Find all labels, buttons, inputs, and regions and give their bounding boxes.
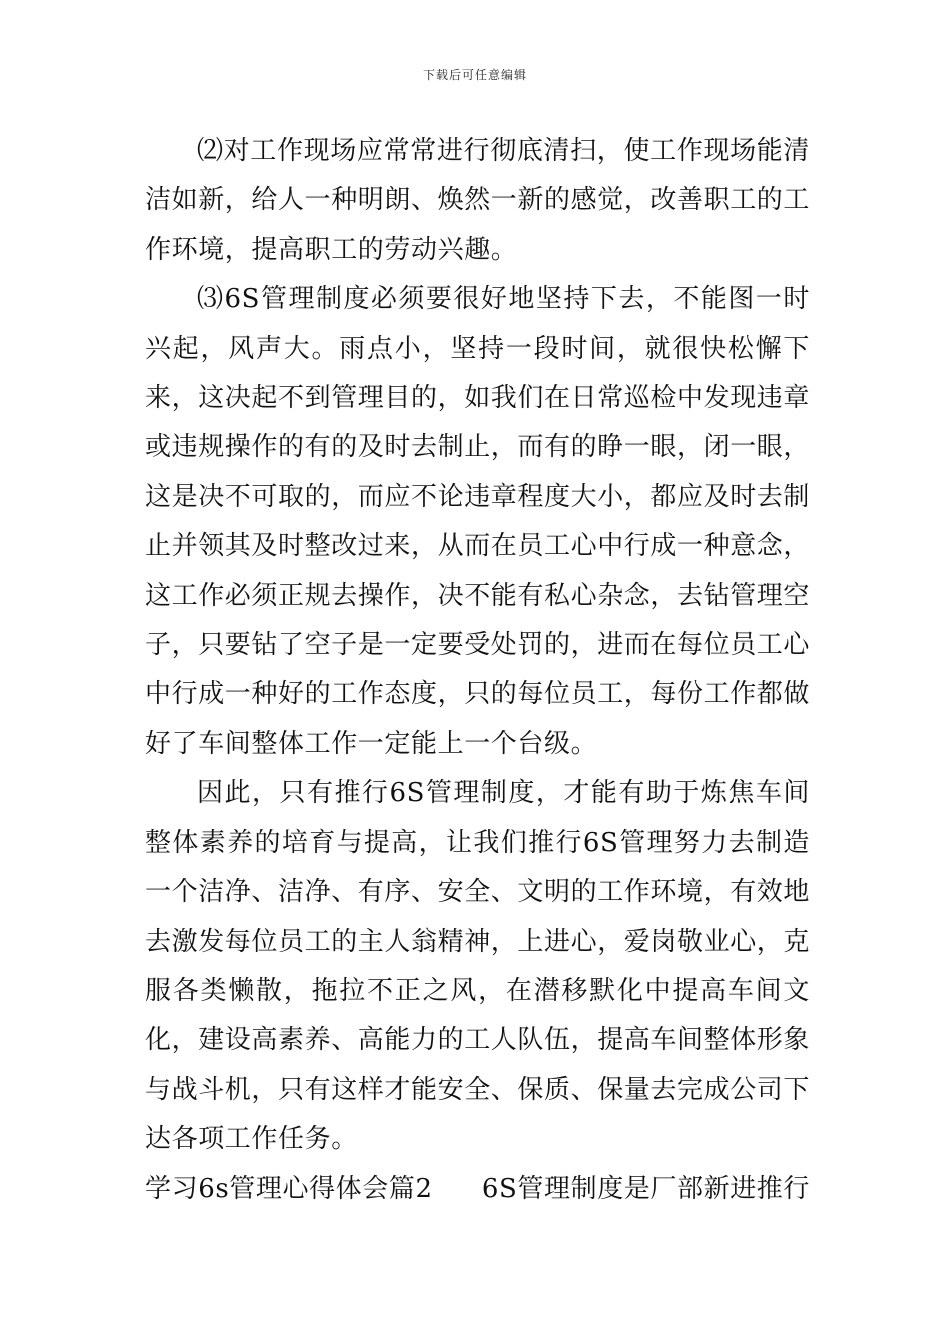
paragraph-conclusion: 因此，只有推行6S管理制度，才能有助于炼焦车间整体素养的培育与提高，让我们推行6S管理努力去制造一个洁净、洁净、有序、安全、文明的工作环境，有效地去激发每位员工的主人翁精神，上进心，爱岗敬业心，克服各类懒散，拖拉不正之风，在潜移默化中提高车间文化，建设高素养、高能力的工人队伍，提高车间整体形象与战斗机，只有这样才能安全、保质、保量去完成公司下达各项工作任务。 bbox=[145, 778, 811, 1155]
paragraph-cleaning: ⑵对工作现场应常常进行彻底清扫，使工作现场能清洁如新，给人一种明朗、焕然一新的感觉，改善职工的工作环境，提高职工的劳动兴趣。 bbox=[145, 136, 811, 265]
section-line bbox=[145, 1165, 810, 1214]
paragraph-persistence: ⑶6S管理制度必须要很好地坚持下去，不能图一时兴起，风声大。雨点小，坚持一段时间，就很快松懈下来，这决起不到管理目的，如我们在日常巡检中发现违章或违规操作的有的及时去制止，而有的睁一眼，闭一眼，这是决不可取的，而应不论违章程度大小，都应及时去制止并领其及时整改过来，从而在员工心中行成一种意念，这工作必须正规去操作，决不能有私心杂念，去钻管理空子，只要钻了空子是一定要受处罚的，进而在每位员工心中行成一种好的工作态度，只的每位员工，每份工作都做好了车间整体工作一定能上一个台级。 bbox=[145, 284, 811, 759]
body-text bbox=[145, 127, 810, 1214]
section-title: 学习6s管理心得体会篇2 bbox=[145, 1173, 433, 1204]
section-lead: 6S管理制度是厂部新进推行 bbox=[481, 1173, 810, 1204]
header-note: 下载后可任意编辑 bbox=[422, 68, 527, 82]
